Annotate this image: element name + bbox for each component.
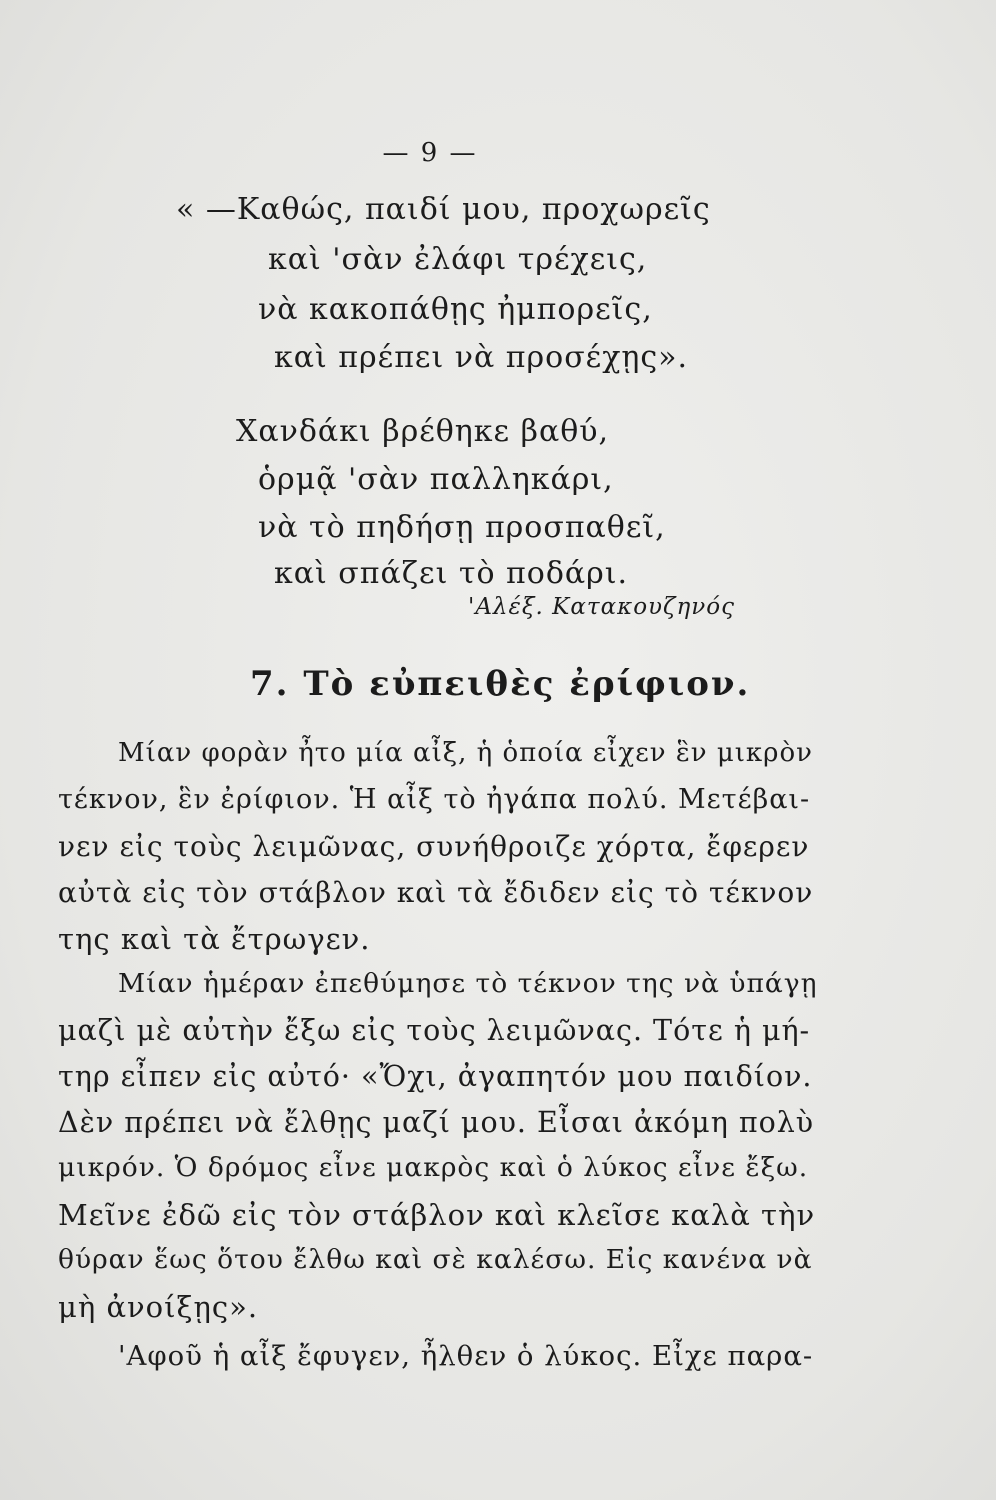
prose-line: Δὲν πρέπει νὰ ἔλθῃς μαζί μου. Εἶσαι ἀκόμη πολὺ xyxy=(58,1106,815,1139)
poem-line: νὰ τὸ πηδήσῃ προσπαθεῖ, xyxy=(258,510,666,545)
poem-author: 'Αλέξ. Κατακουζηνός xyxy=(468,594,735,620)
prose-line: Μίαν φορὰν ἦτο μία αἶξ, ἡ ὁποία εἶχεν ἓν μικρὸν xyxy=(118,738,813,768)
prose-line: τηρ εἶπεν εἰς αὐτό· «Ὄχι, ἀγαπητόν μου παιδίον. xyxy=(58,1060,813,1093)
prose-line: Μεῖνε ἐδῶ εἰς τὸν στάβλον καὶ κλεῖσε καλὰ τὴν xyxy=(58,1198,816,1232)
poem-line: καὶ 'σὰν ἐλάφι τρέχεις, xyxy=(268,242,648,277)
prose-line: Μίαν ἡμέραν ἐπεθύμησε τὸ τέκνον της νὰ ὑπάγῃ xyxy=(118,968,818,999)
poem-line: Χανδάκι βρέθηκε βαθύ, xyxy=(236,414,610,449)
prose-line: 'Αφοῦ ἡ αἶξ ἔφυγεν, ἦλθεν ὁ λύκος. Εἶχε παρα- xyxy=(118,1340,814,1372)
prose-line: μὴ ἀνοίξῃς». xyxy=(58,1290,259,1324)
prose-line: θύραν ἕως ὅτου ἔλθω καὶ σὲ καλέσω. Εἰς κανένα νὰ xyxy=(58,1244,813,1275)
poem-line: καὶ πρέπει νὰ προσέχῃς». xyxy=(274,340,689,375)
poem-line: νὰ κακοπάθῃς ἠμπορεῖς, xyxy=(258,292,653,327)
prose-line: αὐτὰ εἰς τὸν στάβλον καὶ τὰ ἔδιδεν εἰς τὸ τέκνον xyxy=(58,876,814,909)
poem-line: ὁρμᾷ 'σὰν παλληκάρι, xyxy=(258,462,614,497)
section-heading: 7. Τὸ εὐπειθὲς ἐρίφιον. xyxy=(250,664,751,704)
prose-line: της καὶ τὰ ἔτρωγεν. xyxy=(58,922,371,956)
poem-line: « —Καθώς, παιδί μου, προχωρεῖς xyxy=(176,192,711,227)
prose-line: μαζὶ μὲ αὐτὴν ἔξω εἰς τοὺς λειμῶνας. Τότε ἡ μή- xyxy=(58,1014,811,1047)
poem-line: καὶ σπάζει τὸ ποδάρι. xyxy=(274,556,629,591)
prose-line: νεν εἰς τοὺς λειμῶνας, συνήθροιζε χόρτα, ἔφερεν xyxy=(58,830,810,863)
prose-line: τέκνον, ἓν ἐρίφιον. Ἡ αἶξ τὸ ἠγάπα πολύ. Μετέβαι- xyxy=(58,784,811,815)
page-number: — 9 — xyxy=(382,138,478,168)
prose-line: μικρόν. Ὁ δρόμος εἶνε μακρὸς καὶ ὁ λύκος εἶνε ἔξω. xyxy=(58,1152,809,1183)
